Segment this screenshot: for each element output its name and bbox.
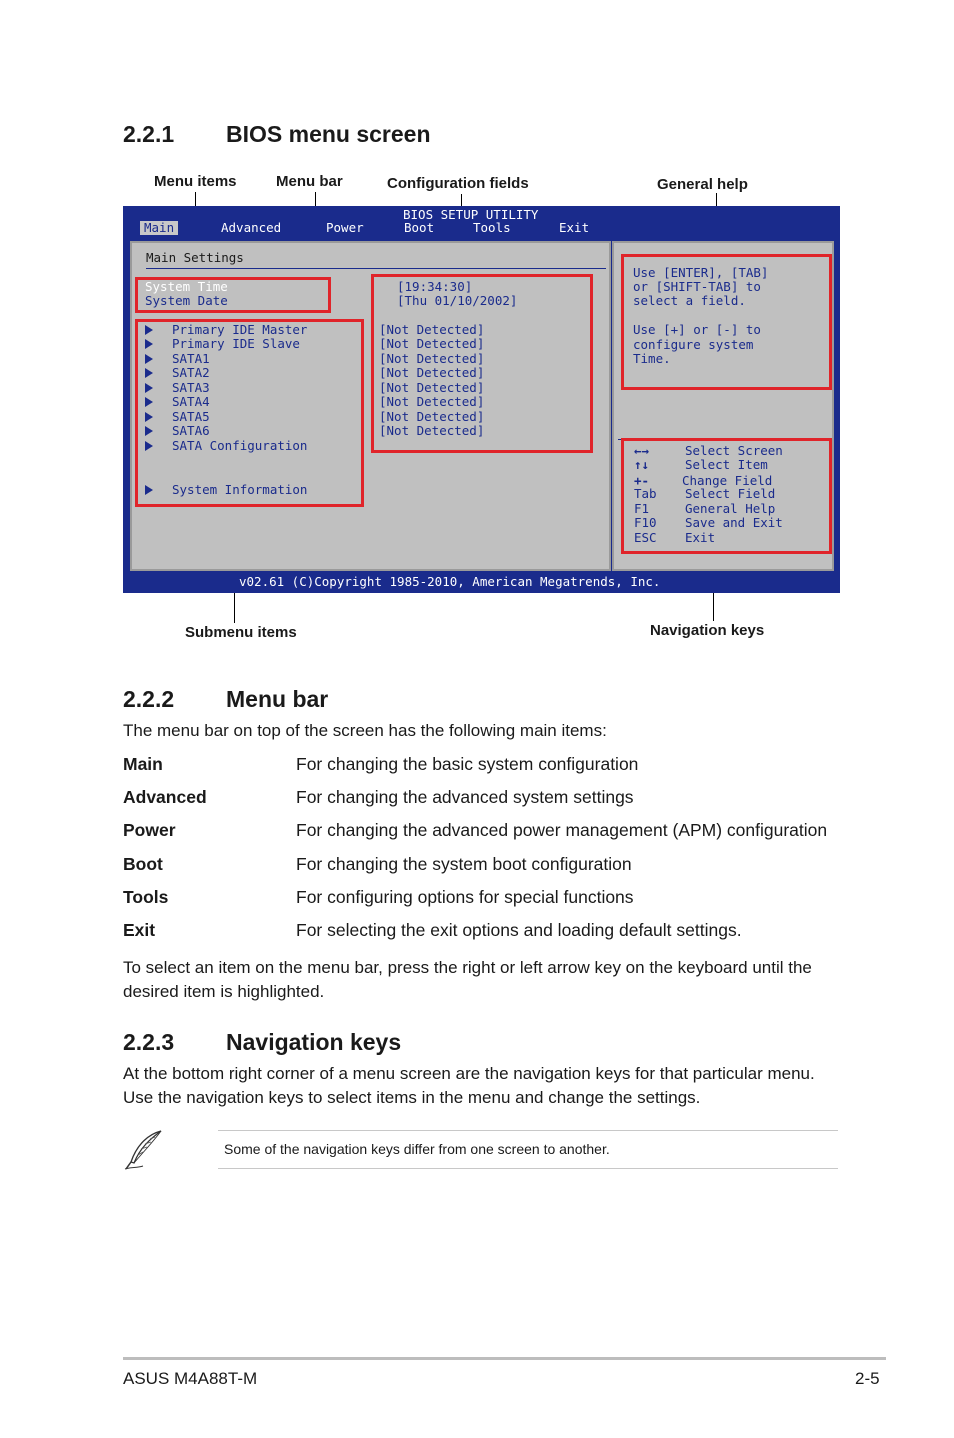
system-time-value[interactable]: [19:34:30] <box>397 279 473 294</box>
menu-bar-row-power: Power For changing the advanced power management (APM) configuration <box>123 820 828 840</box>
nav-key: ESC <box>634 530 657 545</box>
submenu-value: [Not Detected] <box>379 423 485 438</box>
help-line: Use [ENTER], [TAB] <box>633 265 769 280</box>
submenu-sata1[interactable]: SATA1 <box>172 351 210 366</box>
submenu-system-information[interactable]: System Information <box>172 482 308 497</box>
menu-bar-intro: The menu bar on top of the screen has the following main items: <box>123 721 607 740</box>
submenu-value: [Not Detected] <box>379 365 485 380</box>
bios-title: BIOS SETUP UTILITY <box>403 207 539 222</box>
submenu-primary-ide-master[interactable]: Primary IDE Master <box>172 322 308 337</box>
callout-configuration-fields: Configuration fields <box>387 175 529 192</box>
menu-bar-paragraph: To select an item on the menu bar, press the right or left arrow key on the keyboard until the desired item is highlighted. <box>123 958 812 1001</box>
callout-submenu-items: Submenu items <box>185 624 297 641</box>
submenu-value: [Not Detected] <box>379 336 485 351</box>
nav-key: F1 <box>634 501 650 516</box>
submenu-value: [Not Detected] <box>379 394 485 409</box>
main-settings-header: Main Settings <box>146 250 244 265</box>
menu-bar-row-main: Main For changing the basic system configuration <box>123 754 639 774</box>
callout-menu-bar: Menu bar <box>276 173 343 190</box>
nav-key: Tab <box>634 486 657 501</box>
submenu-value: [Not Detected] <box>379 351 485 366</box>
help-line: configure system <box>633 337 754 352</box>
page-footer-rule <box>123 1357 886 1360</box>
left-right-arrows-icon: ←→ <box>634 443 650 458</box>
header-divider <box>146 268 606 269</box>
menu-bar-row-advanced: Advanced For changing the advanced system settings <box>123 787 634 807</box>
submenu-value: [Not Detected] <box>379 380 485 395</box>
callout-navigation-keys: Navigation keys <box>650 622 765 639</box>
note-text: Some of the navigation keys differ from one screen to another. <box>224 1141 610 1157</box>
submenu-value: [Not Detected] <box>379 409 485 424</box>
help-line: or [SHIFT-TAB] to <box>633 279 761 294</box>
menubar-boot[interactable]: Boot <box>404 220 435 235</box>
submenu-sata3[interactable]: SATA3 <box>172 380 210 395</box>
feather-pen-icon <box>123 1128 165 1172</box>
menubar-advanced[interactable]: Advanced <box>221 220 282 235</box>
callout-box-navigation-keys <box>621 438 832 554</box>
system-date-value[interactable]: [Thu 01/10/2002] <box>397 293 518 308</box>
help-line: Use [+] or [-] to <box>633 322 761 337</box>
footer-page-number: 2-5 <box>855 1369 880 1388</box>
nav-action: Change Field <box>682 473 773 488</box>
submenu-sata5[interactable]: SATA5 <box>172 409 210 424</box>
footer-model: ASUS M4A88T-M <box>123 1369 258 1388</box>
system-time-item[interactable]: System Time <box>145 279 228 294</box>
callout-box-menu-items <box>135 277 331 313</box>
submenu-sata-configuration[interactable]: SATA Configuration <box>172 438 308 453</box>
menubar-main[interactable]: Main <box>140 221 178 235</box>
plus-minus-icon: +- <box>634 473 650 488</box>
nav-action: Select Item <box>685 457 768 472</box>
callout-menu-items: Menu items <box>154 173 237 190</box>
menubar-power[interactable]: Power <box>326 220 364 235</box>
nav-action: General Help <box>685 501 776 516</box>
callout-box-config-fields <box>371 274 593 453</box>
menubar-exit[interactable]: Exit <box>559 220 590 235</box>
callout-general-help: General help <box>657 176 748 193</box>
nav-action: Select Field <box>685 486 776 501</box>
section-heading-2-2-3: 2.2.3 Navigation keys <box>123 1029 402 1055</box>
callout-box-general-help <box>621 254 832 390</box>
submenu-sata2[interactable]: SATA2 <box>172 365 210 380</box>
menu-bar-row-exit: Exit For selecting the exit options and loading default settings. <box>123 920 742 940</box>
menubar-tools[interactable]: Tools <box>473 220 511 235</box>
submenu-value: [Not Detected] <box>379 322 485 337</box>
submenu-primary-ide-slave[interactable]: Primary IDE Slave <box>172 336 300 351</box>
nav-action: Exit <box>685 530 716 545</box>
submenu-sata6[interactable]: SATA6 <box>172 423 210 438</box>
note-top-rule <box>218 1130 838 1131</box>
nav-action: Select Screen <box>685 443 783 458</box>
bios-copyright: v02.61 (C)Copyright 1985-2010, American Megatrends, Inc. <box>239 574 661 589</box>
system-date-item[interactable]: System Date <box>145 293 228 308</box>
bios-screen <box>123 206 840 593</box>
note-bottom-rule <box>218 1168 838 1169</box>
help-line: Time. <box>633 351 671 366</box>
section-heading-2-2-2: 2.2.2 Menu bar <box>123 686 329 712</box>
submenu-sata4[interactable]: SATA4 <box>172 394 210 409</box>
nav-key: F10 <box>634 515 657 530</box>
menu-bar-row-tools: Tools For configuring options for special functions <box>123 887 634 907</box>
section-heading-2-2-1: 2.2.1 BIOS menu screen <box>123 121 431 147</box>
menu-bar-row-boot: Boot For changing the system boot configuration <box>123 854 632 874</box>
bios-copyright-bar <box>123 575 840 591</box>
callout-box-submenu-items <box>135 319 364 507</box>
up-down-arrows-icon: ↑↓ <box>634 457 650 472</box>
nav-action: Save and Exit <box>685 515 783 530</box>
help-line: select a field. <box>633 293 746 308</box>
navigation-keys-paragraph: At the bottom right corner of a menu screen are the navigation keys for that particular menu. Use the navigation keys to select items in the menu and change the settings. <box>123 1064 815 1107</box>
